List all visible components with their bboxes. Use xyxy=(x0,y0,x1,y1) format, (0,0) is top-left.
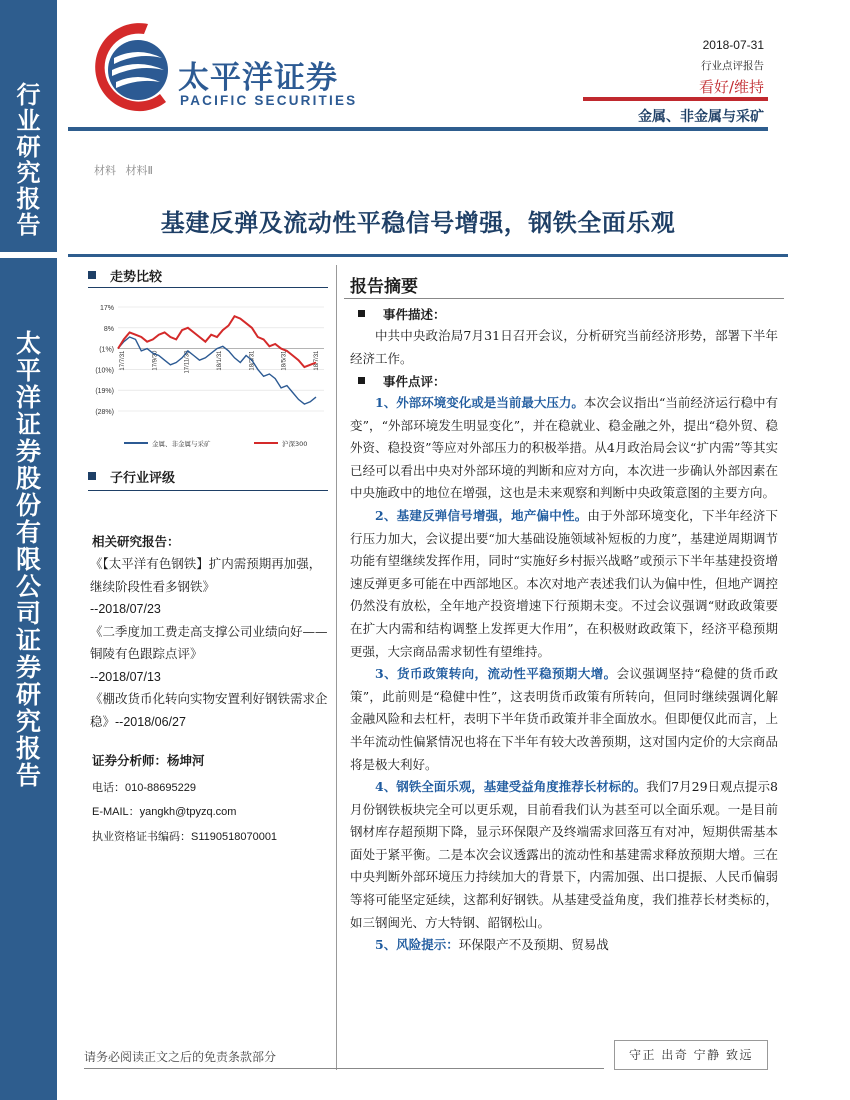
sector-label: 金属、非金属与采矿 xyxy=(638,109,764,125)
analyst-email[interactable]: E-MAIL：yangkh@tpyzq.com xyxy=(92,806,237,818)
side-label-char: 究 xyxy=(16,157,41,187)
comment-point: 4、钢铁全面乐观，基建受益角度推荐长材标的。我们7月29日观点提示8月份钢铁板块完全可以更乐观，目前看我们认为甚至可以全面乐观。一是目前钢材库存超预期下降，显示环保限产及终端需求回落互有对冲，短期供需基本面处于紧平衡。二是本次会议透露出的流动性和基建需求释放预期大增。三在中央判断外部环境压力持续加大的背景下，内需加强、出口提振、人民币偏弱等将可能坚定延续，这都利好钢铁。从基建受益角度，我们推荐长材类标的，如三钢闽光、方大特钢、韶钢松山。 xyxy=(350,779,779,930)
y-tick-label: 8% xyxy=(103,325,114,333)
page-title: 基建反弹及流动性平稳信号增强，钢铁全面乐观 xyxy=(160,208,676,237)
side-label-char: 报 xyxy=(16,183,41,213)
side-label-char: 太 xyxy=(15,329,41,358)
column-divider xyxy=(336,265,337,1070)
pacific-securities-logo-icon xyxy=(86,18,186,118)
trend-chart xyxy=(84,293,329,456)
side-label-company xyxy=(0,330,57,789)
comment-point: 5、风险提示：环保限产不及预期、贸易战 xyxy=(375,937,609,953)
y-tick-label: 17% xyxy=(99,305,114,312)
trend-rule xyxy=(88,287,328,288)
bullet-square-icon xyxy=(88,271,96,279)
y-tick-label: (19%) xyxy=(95,388,114,396)
event-comment-heading: 事件点评： xyxy=(358,372,446,390)
side-label-char: 份 xyxy=(15,491,41,520)
related-report-item[interactable]: 《二季度加工费走高支撑公司业绩向好——铜陵有色跟踪点评》 --2018/07/13 xyxy=(90,623,328,684)
y-tick-label: (10%) xyxy=(95,367,114,375)
brand-name-cn: 太平洋证券 xyxy=(178,60,338,96)
breadcrumb-item: 材料 xyxy=(94,164,116,177)
trend-chart-svg xyxy=(84,293,329,456)
comment-point: 3、货币政策转向，流动性平稳预期大增。会议强调坚持“稳健的货币政策”，此前则是“稳健中性”，这表明货币政策有所转向，但同时继续强调化解金融风险和去杠杆，表明下半年货币政策并非全面放水。但即便仅此而言，上半年流动性偏紧情况也将在下半年有较大改善预期，这对国内定价的大宗商品将是极大利好。 xyxy=(350,666,778,772)
bullet-square-icon xyxy=(88,472,96,480)
side-label-char: 行 xyxy=(16,80,41,109)
summary-heading: 报告摘要 xyxy=(350,277,418,297)
event-desc-body: 中共中央政治局7月31日召开会议，分析研究当前经济形势，部署下半年经济工作。 xyxy=(350,328,778,366)
x-tick-label: 18/1/31 xyxy=(217,350,223,371)
side-label-char: 限 xyxy=(15,545,41,574)
side-label-report-type xyxy=(0,82,57,237)
summary-rule xyxy=(344,298,784,299)
analyst-license: 执业资格证书编码：S1190518070001 xyxy=(92,831,278,843)
event-comment-body xyxy=(350,392,778,957)
breadcrumb xyxy=(94,162,159,178)
rating-badge: 看好/维持 xyxy=(698,78,764,96)
side-label-char: 证 xyxy=(15,410,41,439)
y-tick-label: (1%) xyxy=(99,346,114,354)
legend-label: 金属、非金属与采矿 xyxy=(152,440,211,448)
side-label-char: 证 xyxy=(15,626,41,655)
side-label-char: 报 xyxy=(15,734,41,763)
side-label-char: 股 xyxy=(15,464,41,493)
title-rule xyxy=(68,254,788,257)
analyst-phone: 电话：010-88695229 xyxy=(92,782,196,794)
x-tick-label: 17/11/30 xyxy=(184,350,191,374)
side-label-char: 洋 xyxy=(15,383,41,412)
analyst-name: 证券分析师：杨坤河 xyxy=(92,753,205,768)
brand-name-en: PACIFIC SECURITIES xyxy=(180,93,358,108)
side-label-char: 券 xyxy=(15,437,41,466)
related-reports-list xyxy=(90,553,330,733)
side-band-separator xyxy=(0,252,57,258)
side-label-char: 有 xyxy=(15,518,41,547)
related-reports-heading: 相关研究报告： xyxy=(92,534,180,549)
event-desc-heading: 事件描述： xyxy=(358,305,446,323)
sub-industry-rule xyxy=(88,490,328,491)
sub-industry-heading: 子行业评级 xyxy=(88,467,175,486)
report-date: 2018-07-31 xyxy=(702,38,764,52)
comment-point: 1、外部环境变化或是当前最大压力。本次会议指出“当前经济运行稳中有变”，“外部环境发生明显变化”，并在稳就业、稳金融之外，提出“稳外贸、稳外资、稳投资”等应对外部压力的积极举措。从4月政治局会议“扩内需”等其实已经可以看出中央对外部环境的判断和应对方向，本次进一步确认外部因素在中央施政中的地位在增强，这也是未来观察和判断中央政策意图的主要方向。 xyxy=(350,395,778,501)
side-label-char: 券 xyxy=(15,653,41,682)
side-label-char: 研 xyxy=(15,680,41,709)
trend-heading: 走势比较 xyxy=(88,266,162,285)
header-blue-rule xyxy=(68,127,768,131)
breadcrumb-item: 材料Ⅱ xyxy=(125,164,153,177)
side-label-char: 业 xyxy=(16,105,41,135)
header-red-rule xyxy=(583,97,768,101)
side-label-char: 告 xyxy=(16,209,41,239)
x-tick-label: 18/5/31 xyxy=(281,350,288,371)
x-tick-label: 18/7/31 xyxy=(314,350,320,371)
side-label-char: 研 xyxy=(16,131,41,161)
related-report-item[interactable]: 《【太平洋有色钢铁】扩内需预期再加强，继续阶段性看多钢铁》 --2018/07/23 xyxy=(90,556,322,616)
report-type: 行业点评报告 xyxy=(701,60,764,72)
footer-motto: 守正 出奇 宁静 致远 xyxy=(614,1040,768,1070)
legend-label: 沪深300 xyxy=(282,440,308,448)
side-label-char: 告 xyxy=(15,761,41,790)
side-label-char: 司 xyxy=(15,599,41,628)
side-label-char: 平 xyxy=(15,356,41,385)
related-report-item[interactable]: 《棚改货币化转向实物安置利好钢铁需求企稳》--2018/06/27 xyxy=(90,691,328,729)
side-label-char: 公 xyxy=(15,572,41,601)
y-tick-label: (28%) xyxy=(95,409,114,416)
footer-disclaimer: 请务必阅读正文之后的免责条款部分 xyxy=(84,1050,277,1064)
bullet-square-icon xyxy=(358,310,365,317)
footer-rule xyxy=(84,1068,604,1069)
x-tick-label: 18/3/31 xyxy=(249,350,256,371)
x-tick-label: 17/7/31 xyxy=(120,350,126,371)
x-tick-label: 17/9/30 xyxy=(152,350,159,371)
bullet-square-icon xyxy=(358,377,365,384)
comment-point: 2、基建反弹信号增强，地产偏中性。由于外部环境变化，下半年经济下行压力加大，会议提出要“加大基础设施领域补短板的力度”，基建逆周期调节功能有望继续发挥作用，同时“实施好乡村振兴战略”或预示下半年基建投资增速反弹更多可能在中西部地区。本次对地产表述我们认为偏中性，但地产调控仍然没有放松，全年地产投资增速下行预期未变。不过会议强调“财政政策要在扩大内需和结构调整上发挥更大作用”，在积极财政政策下，经济平稳预期更强，大宗商品需求韧性有望维持。 xyxy=(350,507,778,659)
side-label-char: 究 xyxy=(15,707,41,736)
